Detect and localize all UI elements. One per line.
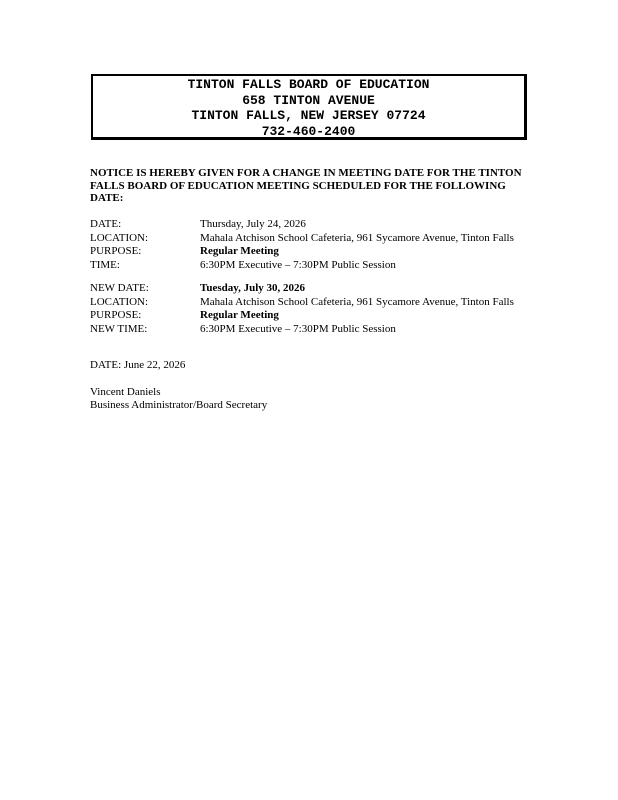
detail-row-new-time [90, 323, 570, 337]
detail-value: Tuesday, July 30, 2026 [200, 282, 306, 294]
letterhead-box [91, 74, 527, 140]
detail-value: Regular Meeting [200, 309, 279, 321]
org-phone: 732-460-2400 [261, 123, 356, 139]
detail-row-time [90, 259, 570, 273]
detail-row-location [90, 232, 570, 246]
detail-row-purpose [90, 245, 570, 259]
new-meeting-details [90, 282, 570, 336]
detail-label: NEW DATE: [90, 282, 149, 294]
detail-label: LOCATION: [90, 231, 149, 244]
detail-value: 6:30PM Executive – 7:30PM Public Session [200, 322, 396, 335]
detail-label: TIME: [90, 258, 120, 271]
detail-value: 6:30PM Executive – 7:30PM Public Session [200, 258, 396, 271]
detail-label: PURPOSE: [90, 309, 142, 321]
signer-name: Vincent Daniels [90, 386, 161, 398]
detail-label: DATE: [90, 218, 122, 230]
detail-row-purpose [90, 309, 570, 323]
detail-row-date [90, 218, 570, 232]
org-name: TINTON FALLS BOARD OF EDUCATION [187, 77, 430, 92]
org-street-address: 658 TINTON AVENUE [242, 92, 375, 108]
detail-value: Regular Meeting [200, 245, 279, 257]
detail-label: NEW TIME: [90, 322, 148, 335]
detail-label: PURPOSE: [90, 245, 142, 257]
detail-value: Mahala Atchison School Cafeteria, 961 Sycamore Avenue, Tinton Falls [200, 231, 514, 244]
original-meeting-details [90, 218, 570, 272]
signer-title: Business Administrator/Board Secretary [90, 399, 268, 411]
org-city-state-zip: TINTON FALLS, NEW JERSEY 07724 [191, 108, 426, 123]
detail-row-new-date [90, 282, 570, 296]
detail-value: Mahala Atchison School Cafeteria, 961 Sycamore Avenue, Tinton Falls [200, 295, 514, 308]
detail-row-location [90, 296, 570, 310]
detail-label: LOCATION: [90, 295, 149, 308]
notice-paragraph: NOTICE IS HEREBY GIVEN FOR A CHANGE IN MEETING DATE FOR THE TINTON FALLS BOARD OF EDUCATION MEETING SCHEDULED FOR THE FOLLOWING DATE: [90, 167, 522, 204]
detail-value: Thursday, July 24, 2026 [200, 218, 306, 230]
issued-date: DATE: June 22, 2026 [90, 359, 186, 371]
